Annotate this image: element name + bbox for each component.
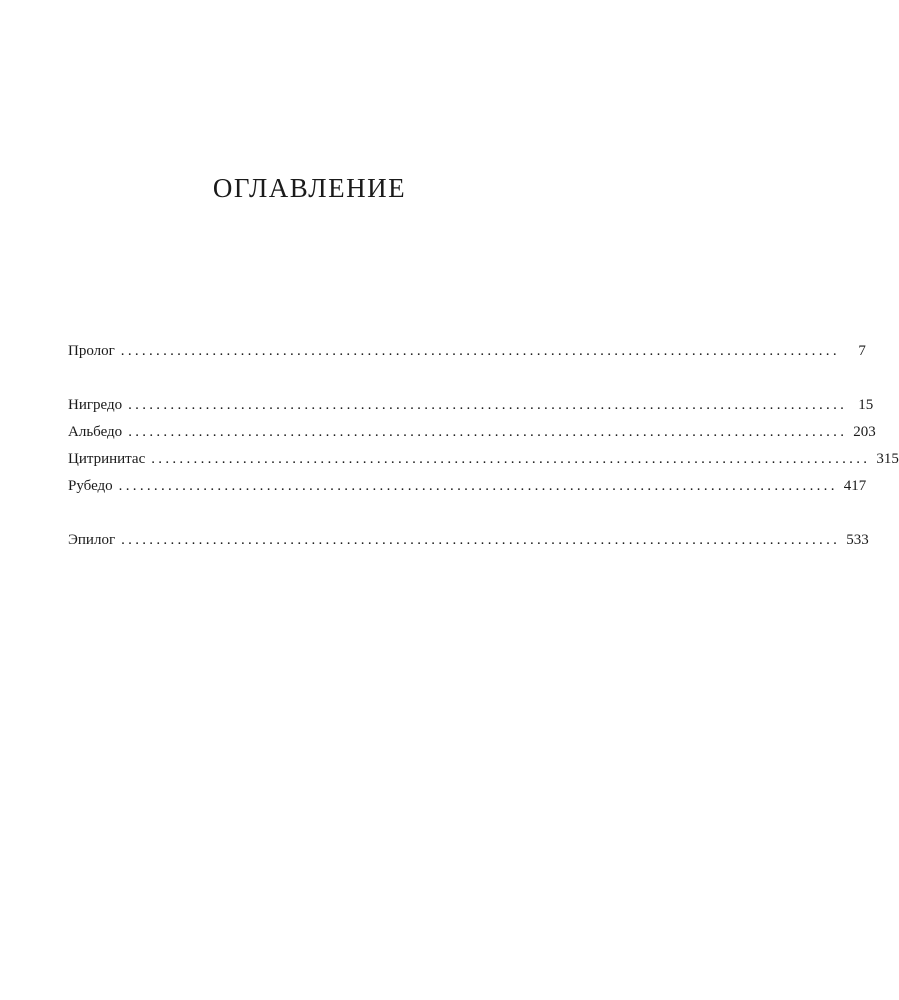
toc-entry-rubedo[interactable] — [68, 473, 867, 500]
toc-entry-page-number: 417 — [843, 478, 867, 494]
toc-leader-dots: ...................................................................................................... — [120, 343, 840, 359]
toc-leader-dots: ...................................................................................................... — [128, 397, 848, 413]
toc-entry-label: Эпилог — [68, 532, 116, 548]
toc-entry-nigredo[interactable] — [68, 392, 874, 419]
toc-entry-prologue[interactable] — [68, 338, 866, 365]
toc-entry-label: Цитринитас — [68, 451, 146, 467]
toc-spacer — [68, 365, 495, 392]
toc-entry-page-number: 533 — [846, 532, 869, 548]
toc-group-epilogue — [68, 527, 869, 554]
toc-entry-epilogue[interactable] — [68, 527, 869, 554]
toc-entry-page-number: 203 — [853, 424, 876, 440]
toc-leader-dots: ...................................................................................................... — [121, 532, 841, 548]
toc-entry-page-number: 15 — [858, 397, 874, 413]
toc-entry-label: Пролог — [68, 343, 115, 359]
toc-group-prologue — [68, 338, 866, 365]
table-of-contents — [68, 338, 899, 554]
toc-leader-dots: ...................................................................................................... — [128, 424, 848, 440]
toc-leader-dots: ...................................................................................................... — [151, 451, 871, 467]
toc-group-chapters — [68, 392, 899, 500]
toc-entry-label: Альбедо — [68, 424, 123, 440]
toc-entry-page-number: 315 — [876, 451, 899, 467]
toc-entry-label: Рубедо — [68, 478, 113, 494]
toc-entry-citrinitas[interactable] — [68, 446, 899, 473]
toc-entry-albedo[interactable] — [68, 419, 876, 446]
toc-leader-dots: ...................................................................................................... — [118, 478, 838, 494]
toc-entry-page-number: 7 — [858, 343, 866, 359]
toc-spacer — [68, 500, 495, 527]
toc-entry-label: Нигредо — [68, 397, 123, 413]
page-title: ОГЛАВЛЕНИЕ — [212, 173, 407, 203]
